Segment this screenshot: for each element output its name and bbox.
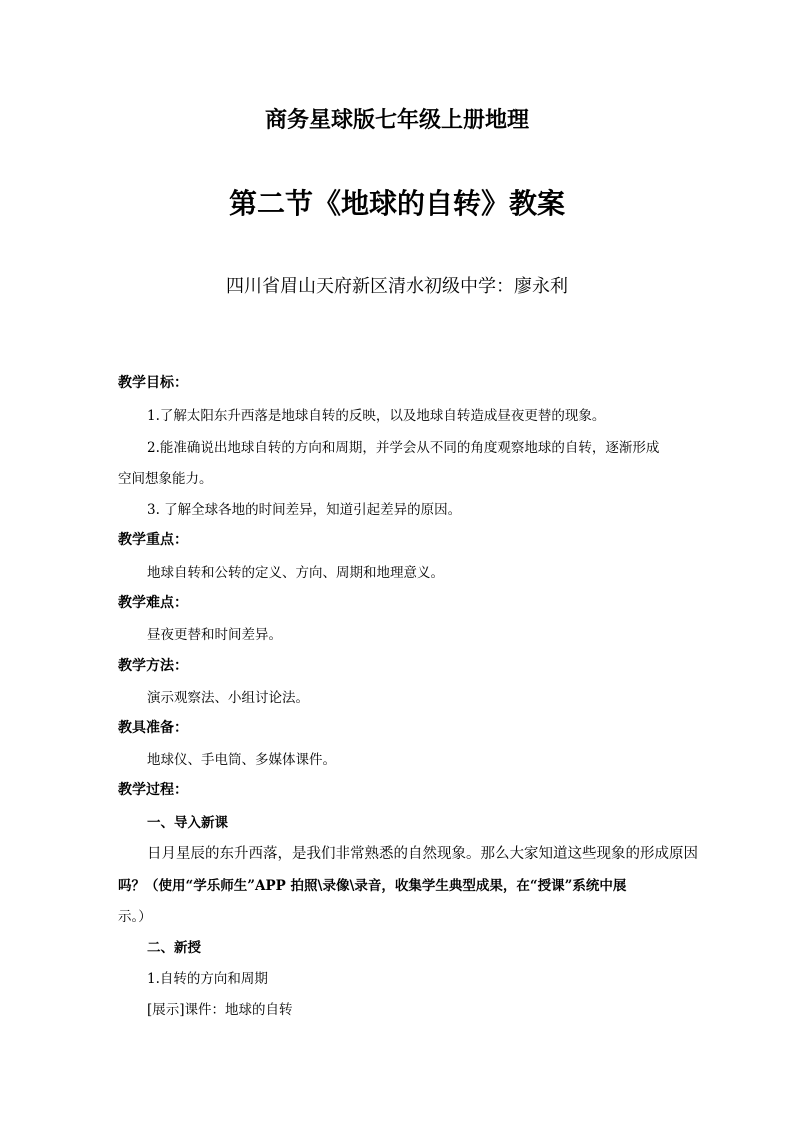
methods-heading: 教学方法：	[118, 658, 188, 674]
step1-text-a: 日月星辰的东升西落，是我们非常熟悉的自然现象。那么大家知道这些现象的形成原因	[147, 846, 698, 862]
objective-2a: 2.能准确说出地球自转的方向和周期，并学会从不同的角度观察地球的自转，逐渐形成	[147, 440, 660, 456]
key-points-text: 地球自转和公转的定义、方向、周期和地理意义。	[147, 565, 444, 581]
step2-item-2: [展示]课件：地球的自转	[147, 1002, 293, 1018]
key-points-heading: 教学重点：	[118, 532, 188, 548]
step2-heading: 二、新授	[147, 940, 201, 956]
step1-heading: 一、导入新课	[147, 815, 228, 831]
process-heading: 教学过程：	[118, 782, 188, 798]
difficulties-text: 昼夜更替和时间差异。	[147, 627, 282, 643]
objective-2b: 空间想象能力。	[118, 471, 213, 487]
step1-text-b: 吗？（使用“学乐师生”APP 拍照\录像\录音，收集学生典型成果，在“授课”系统中展	[118, 878, 627, 894]
step2-item-1: 1.自转的方向和周期	[147, 971, 268, 987]
step1-text-c: 示。）	[118, 909, 152, 925]
methods-text: 演示观察法、小组讨论法。	[147, 690, 309, 706]
lesson-title: 第二节《地球的自转》教案	[228, 187, 565, 220]
series-title: 商务星球版七年级上册地理	[264, 107, 529, 133]
objective-3: 3. 了解全球各地的时间差异，知道引起差异的原因。	[147, 502, 462, 518]
objective-1: 1.了解太阳东升西落是地球自转的反映，以及地球自转造成昼夜更替的现象。	[147, 408, 606, 424]
author-line: 四川省眉山天府新区清水初级中学：廖永利	[226, 276, 568, 297]
tools-heading: 教具准备：	[118, 720, 188, 736]
tools-text: 地球仪、手电筒、多媒体课件。	[147, 752, 336, 768]
difficulties-heading: 教学难点：	[118, 595, 188, 611]
objectives-heading: 教学目标：	[118, 375, 188, 391]
